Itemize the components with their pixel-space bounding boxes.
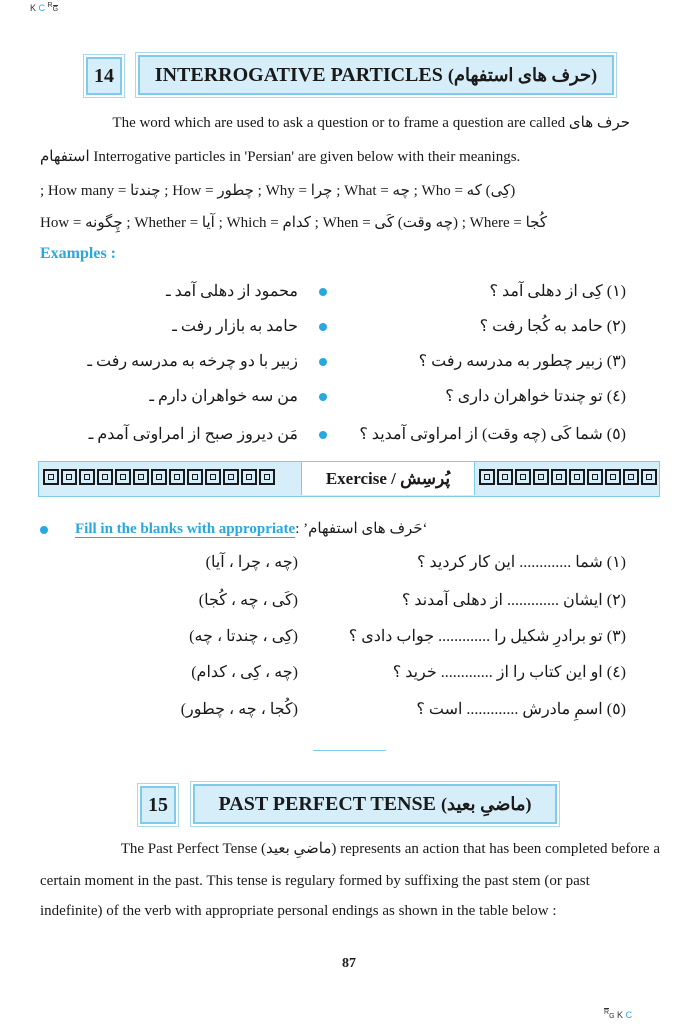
exercise-options-3: (کِی ، چندتا ، چه) [189,628,298,645]
section-title-15: PAST PERFECT TENSE (ماضیِ بعید) [193,784,557,824]
example-answer-3: زبیر با دو چرخه به مدرسه رفت ـ [87,353,298,370]
exercise-question-4: (٤) او این کتاب را از ............. خرید ؟ [392,664,626,681]
exercise-question-3: (٣) تو برادرِ شکیل را ............. جواب دادی ؟ [348,628,626,645]
greek-key-pattern-left [43,467,275,491]
example-answer-5: مَن دیروز صبح از امراوتی آمدم ـ [88,426,298,443]
exercise-label: Exercise / پُرسِش [301,462,475,495]
exercise-question-2: (٢) ایشان ............. از دهلی آمدند ؟ [401,592,626,609]
bullet-dot [319,323,327,331]
example-answer-4: من سه خواهران دارم ـ [149,388,298,405]
section-number-14: 14 [86,57,122,95]
section-divider [313,750,386,751]
example-question-1: (١) کِی از دهلی آمد ؟ [489,283,626,300]
meanings-line-2: کُجا = Where ; (چه وقت) کَی = When ; کدام = Which ; آیا = Whether ; چِگونه = How [40,215,547,231]
exercise-question-5: (٥) اسمِ مادرش ............. است ؟ [416,701,626,718]
bullet-dot [319,288,327,296]
publisher-logo-bottom: $^R$G K C [604,1009,633,1020]
section-title-14: INTERROGATIVE PARTICLES (حرف های استفهام) [138,55,614,95]
past-perfect-para-line-3: indefinite) of the verb with appropriate personal endings as shown in the table below : [40,903,557,919]
example-question-3: (٣) زبیر چطور به مدرسه رفت ؟ [418,353,626,370]
exercise-options-1: (چه ، چرا ، آیا) [205,554,298,571]
exercise-banner [38,461,660,497]
publisher-logo-top: K C $^R$G [30,2,59,13]
example-question-5: (٥) شما کَی (چه وقت) از امراوتی آمدید ؟ [359,426,626,443]
example-answer-2: حامد به بازار رفت ـ [172,318,298,335]
intro-line-1: The word which are used to ask a question or to frame a question are called حرف های [112,115,630,131]
page-number: 87 [342,956,356,971]
bullet-dot [319,431,327,439]
examples-label: Examples : [40,245,116,262]
bullet-dot [319,393,327,401]
example-answer-1: محمود از دهلی آمد ـ [165,283,298,300]
past-perfect-para-line-2: certain moment in the past. This tense is regulary formed by suffixing the past stem (or past [40,873,590,889]
intro-line-2: استفهام Interrogative particles in 'Persian' are given below with their meanings. [40,149,521,165]
exercise-options-4: (چه ، کِی ، کدام) [191,664,298,681]
exercise-options-2: (کَی ، چه ، کُجا) [198,592,298,609]
example-question-2: (٢) حامد به کُجا رفت ؟ [479,318,626,335]
exercise-question-1: (١) شما ............. این کار کردید ؟ [417,554,626,571]
past-perfect-para-line-1: The Past Perfect Tense (ماضیِ بعید) represents an action that has been completed before a [120,841,660,857]
bullet-dot [40,526,48,534]
greek-key-pattern-right [479,467,657,491]
bullet-dot [319,358,327,366]
exercise-instruction: Fill in the blanks with appropriate‘حَرف های استفهام’ : [75,521,428,537]
example-question-4: (٤) تو چندتا خواهران داری ؟ [445,388,626,405]
section-number-15: 15 [140,786,176,824]
meanings-line-1: (کِی) که = Who ; چه = What ; چرا = Why ; چطور = How ; چندتا = How many ; [40,183,516,199]
exercise-options-5: (کُجا ، چه ، چطور) [180,701,298,718]
